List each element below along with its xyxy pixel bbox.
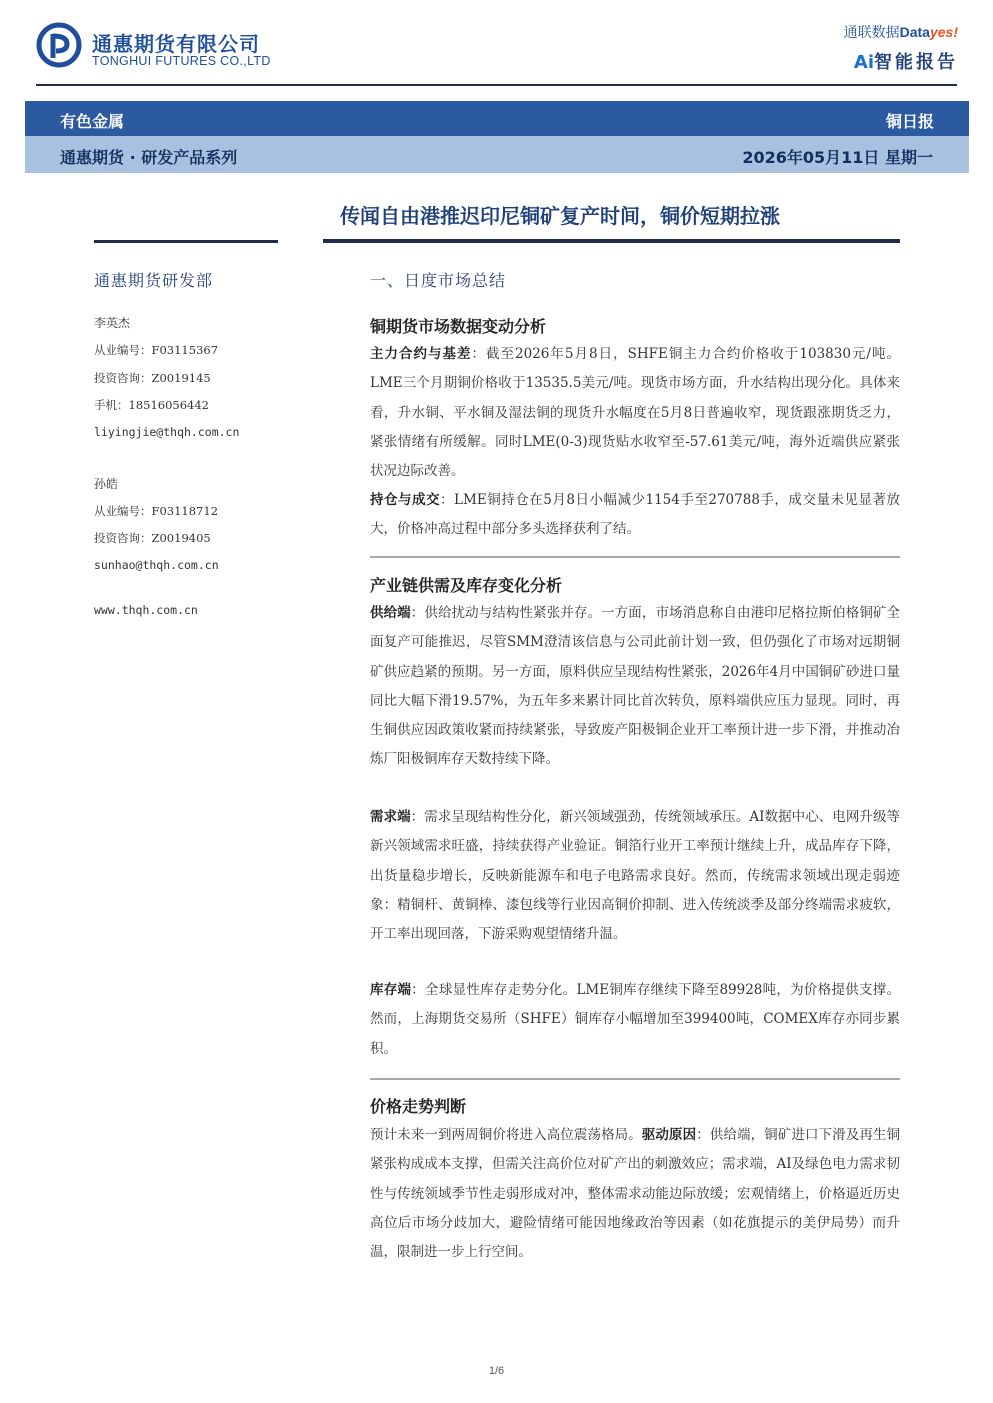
paragraph-text: ：供给扰动与结构性紧张并存。一方面，市场消息称自由港印尼格拉斯伯格铜矿全面复产可能推迟，尽管SMM澄清该信息与公司此前计划一致，但仍强化了市场对远期铜矿供应趋紧的预期。另一方面，原料供应呈现结构性紧张，2026年4月中国铜矿砂进口量同比大幅下滑19.57%，为五年多来累计同比首次转负，原料端供应压力显现。同时，再生铜供应因政策收紧而持续紧张，导致废产阳极铜企业开工率预计进一步下滑，并推动冶炼厂阳极铜库存天数持续下降。 — [370, 605, 901, 768]
subsection-heading: 价格走势判断 — [370, 1097, 467, 1116]
paragraph-text: ：全球显性库存走势分化。LME铜库存继续下降至89928吨，为价格提供支撑。然而，上海期货交易所（SHFE）铜库存小幅增加至399400吨，COMEX库存亦同步累积。 — [370, 982, 901, 1057]
report-title: 传闻自由港推迟印尼铜矿复产时间，铜价短期拉涨 — [340, 204, 780, 228]
category-label: 有色金属 — [60, 112, 125, 131]
paragraph-text: ：LME铜持仓在5月8日小幅减少1154手至270788手，成交量未见显著放大，价格冲高过程中部分多头选择获利了结。 — [370, 492, 900, 538]
paragraph-main-contract — [370, 340, 900, 486]
paragraph-tag: 持仓与成交 — [370, 492, 441, 508]
paragraph-text: ：供给端，铜矿进口下滑及再生铜紧张构成成本支撑，但需关注高价位对矿产出的刺激效应；需求端，AI及绿色电力需求韧性与传统领域季节性走弱形成对冲，整体需求动能边际放缓；宏观情绪上，价格逼近历史高位后市场分歧加大，避险情绪可能因地缘政治等因素（如花旗提示的美伊局势）而升温，限制进一步上行空间。 — [370, 1127, 901, 1261]
paragraph-supply — [370, 599, 900, 775]
category-band — [25, 101, 969, 136]
subsection-heading: 产业链供需及库存变化分析 — [370, 576, 563, 595]
paragraph-tag: 库存端 — [370, 982, 412, 998]
analyst-email[interactable]: liyingjie@thqh.com.cn — [94, 425, 240, 439]
title-underline — [323, 239, 900, 243]
paragraph-tag: 驱动原因 — [641, 1127, 697, 1143]
company-logo — [36, 22, 82, 68]
paragraph-demand — [370, 803, 900, 949]
brand-name-cn: 通惠期货有限公司 — [92, 32, 260, 56]
paragraph-text: 预计未来一到两周铜价将进入高位震荡格局。 — [370, 1127, 642, 1143]
datayes-logo — [844, 22, 958, 42]
research-dept: 通惠期货研发部 — [94, 271, 214, 290]
analyst-license: 从业编号：F03115367 — [94, 343, 219, 357]
analyst-phone: 手机：18516056442 — [94, 398, 209, 412]
header-divider — [36, 84, 957, 86]
paragraph-positions — [370, 486, 900, 545]
analyst-name: 李英杰 — [94, 316, 131, 330]
paragraph-text: ：需求呈现结构性分化，新兴领域强劲，传统领域承压。AI数据中心、电网升级等新兴领域需求旺盛，持续获得产业验证。铜箔行业开工率预计继续上升，成品库存下降，出货量稳步增长，反映新能源车和电子电路需求良好。然而，传统需求领域出现走弱迹象：精铜杆、黄铜棒、漆包线等行业因高铜价抑制、进入传统淡季及部分终端需求疲软，开工率出现回落，下游采购观望情绪升温。 — [370, 809, 900, 943]
analyst-email[interactable]: sunhao@thqh.com.cn — [94, 558, 219, 572]
analyst-consult: 投资咨询：Z0019405 — [94, 531, 211, 545]
sidebar-divider — [94, 240, 278, 243]
section-divider — [370, 1078, 900, 1080]
analyst-consult: 投资咨询：Z0019145 — [94, 371, 211, 385]
subsection-heading: 铜期货市场数据变动分析 — [370, 317, 547, 336]
section-heading: 一、日度市场总结 — [370, 271, 507, 290]
datayes-yes: yes! — [929, 24, 958, 40]
section-divider — [370, 556, 900, 558]
paragraph-tag: 主力合约与基差 — [370, 346, 472, 362]
paragraph-tag: 供给端 — [370, 605, 411, 621]
paragraph-text: ：截至2026年5月8日，SHFE铜主力合约价格收于103830元/吨。LME三个月期铜价格收于13535.5美元/吨。现货市场方面，升水结构出现分化。具体来看，升水铜、平水铜及湿法铜的现货升水幅度在5月8日普遍收窄，现货跟涨期货乏力，紧张情绪有所缓解。同时LME(0-3)现货贴水收窄至-57.61美元/吨，海外近端供应紧张状况边际改善。 — [370, 346, 900, 480]
ai-mark: Ai — [853, 52, 874, 73]
brand-name-en: TONGHUI FUTURES CO.,LTD — [92, 54, 271, 68]
paragraph-tag: 需求端 — [370, 809, 411, 825]
page-number: 1/6 — [488, 1365, 505, 1377]
report-date: 2026年05月11日 星期一 — [742, 148, 933, 167]
ai-report-text: 智能报告 — [874, 52, 958, 73]
paragraph-inventory — [370, 976, 900, 1064]
series-label: 通惠期货 · 研发产品系列 — [60, 148, 238, 167]
report-type-label: 铜日报 — [885, 112, 934, 131]
datayes-prefix: 通联数据 — [843, 24, 900, 40]
company-website[interactable]: www.thqh.com.cn — [94, 603, 198, 617]
series-band — [25, 136, 969, 173]
paragraph-outlook — [370, 1121, 900, 1267]
ai-report-label — [854, 48, 958, 74]
analyst-name: 孙皓 — [94, 477, 119, 491]
datayes-data: Data — [899, 24, 930, 40]
analyst-license: 从业编号：F03118712 — [94, 504, 219, 518]
